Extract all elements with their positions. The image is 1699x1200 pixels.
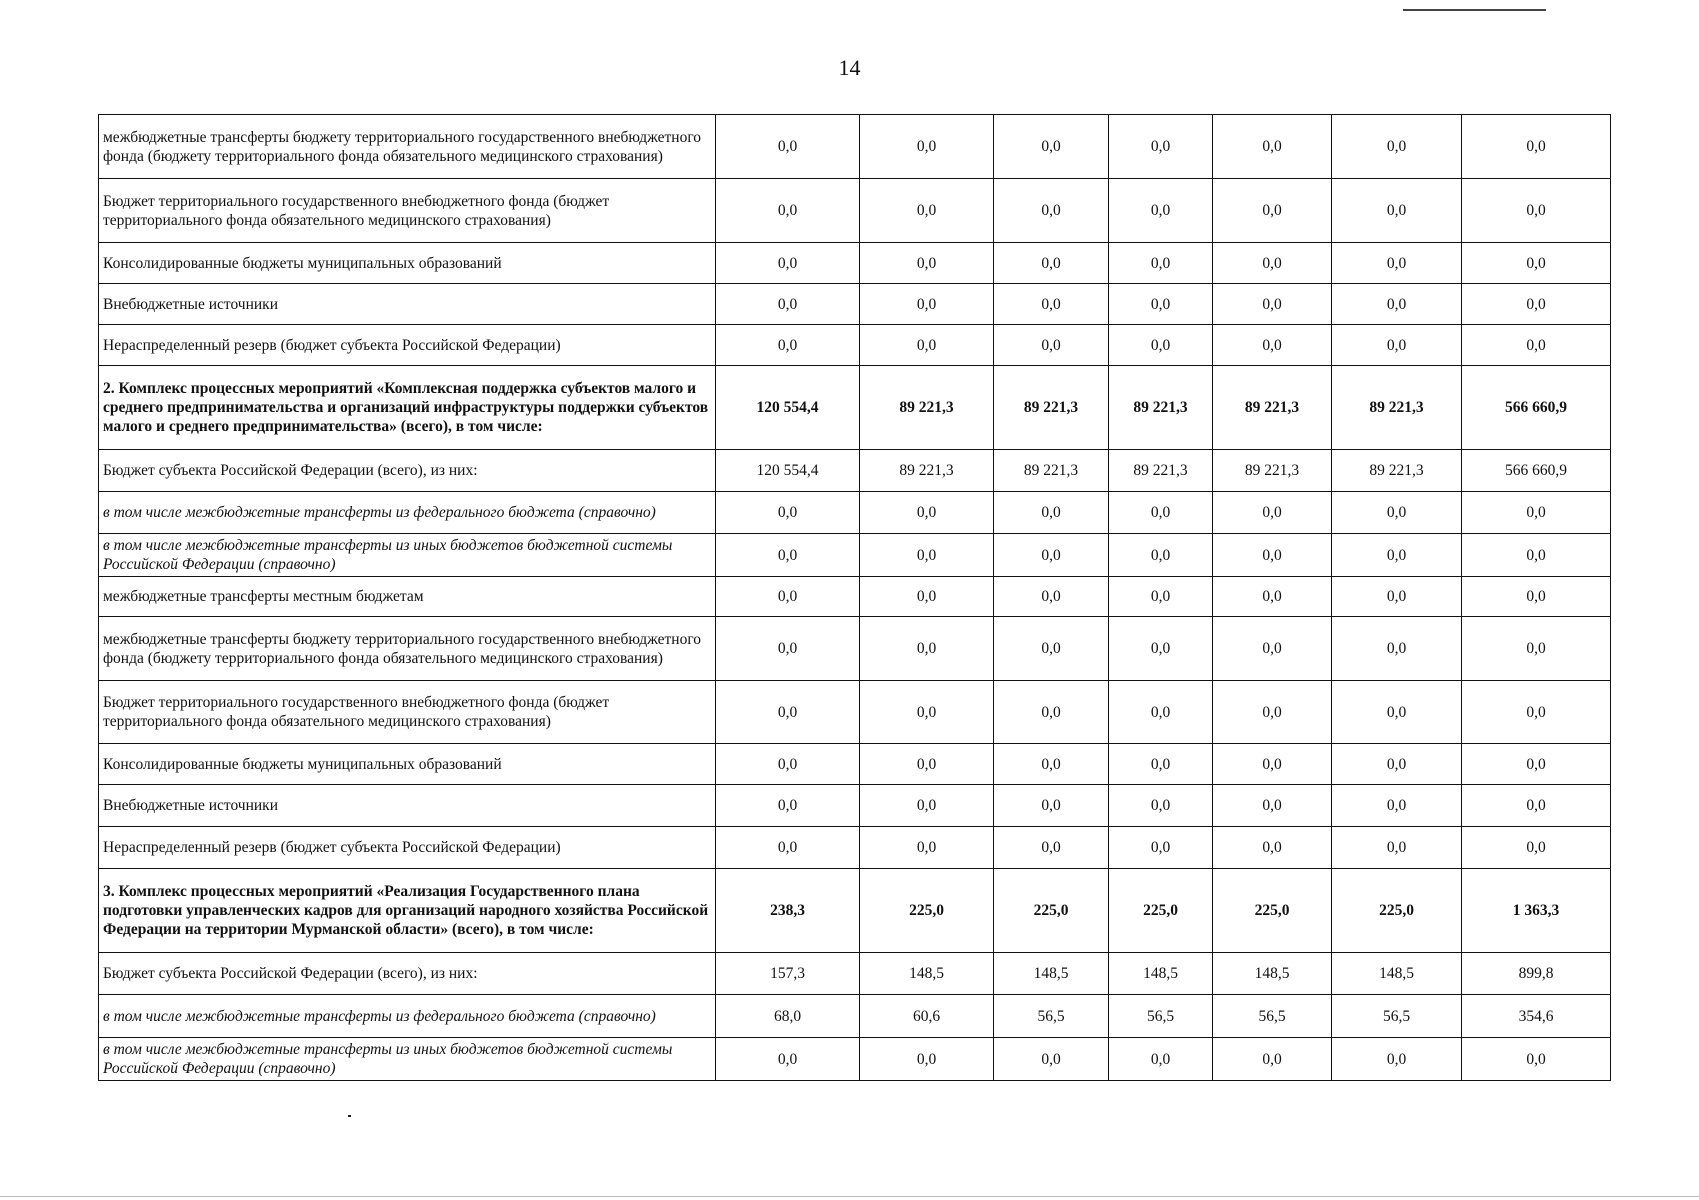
value-cell: 0,0 xyxy=(860,325,994,366)
value-cell: 0,0 xyxy=(1332,681,1462,744)
value-cell: 0,0 xyxy=(994,785,1109,827)
value-cell: 0,0 xyxy=(1109,785,1213,827)
value-cell: 0,0 xyxy=(1109,534,1213,577)
value-cell: 0,0 xyxy=(994,577,1109,617)
value-cell: 89 221,3 xyxy=(1332,366,1462,450)
value-cell: 0,0 xyxy=(1109,492,1213,534)
row-label: в том числе межбюджетные трансферты из иных бюджетов бюджетной системы Российской Федерации (справочно) xyxy=(99,1038,716,1081)
table-row xyxy=(99,534,1611,577)
value-cell: 0,0 xyxy=(994,492,1109,534)
row-label: Консолидированные бюджеты муниципальных образований xyxy=(99,243,716,284)
value-cell: 0,0 xyxy=(994,617,1109,681)
value-cell: 89 221,3 xyxy=(994,450,1109,492)
value-cell: 0,0 xyxy=(1462,325,1611,366)
value-cell: 0,0 xyxy=(1332,744,1462,785)
value-cell: 225,0 xyxy=(860,869,994,953)
value-cell: 0,0 xyxy=(1462,179,1611,243)
value-cell: 0,0 xyxy=(860,284,994,325)
value-cell: 0,0 xyxy=(1462,577,1611,617)
value-cell: 0,0 xyxy=(994,534,1109,577)
value-cell: 566 660,9 xyxy=(1462,366,1611,450)
row-label: межбюджетные трансферты бюджету территориального государственного внебюджетного фонда (бюджету территориального фонда обязательного медицинского страхования) xyxy=(99,115,716,179)
value-cell: 0,0 xyxy=(1462,617,1611,681)
row-label: Бюджет субъекта Российской Федерации (всего), из них: xyxy=(99,953,716,995)
value-cell: 0,0 xyxy=(1332,179,1462,243)
value-cell: 0,0 xyxy=(1462,1038,1611,1081)
value-cell: 0,0 xyxy=(716,284,860,325)
value-cell: 0,0 xyxy=(1332,617,1462,681)
value-cell: 148,5 xyxy=(860,953,994,995)
value-cell: 0,0 xyxy=(716,681,860,744)
value-cell: 0,0 xyxy=(1462,827,1611,869)
value-cell: 238,3 xyxy=(716,869,860,953)
value-cell: 0,0 xyxy=(860,785,994,827)
stray-mark xyxy=(348,1115,351,1117)
table-row xyxy=(99,617,1611,681)
value-cell: 0,0 xyxy=(1213,681,1332,744)
value-cell: 0,0 xyxy=(994,681,1109,744)
value-cell: 0,0 xyxy=(994,325,1109,366)
row-label: межбюджетные трансферты местным бюджетам xyxy=(99,577,716,617)
value-cell: 0,0 xyxy=(860,681,994,744)
table-row xyxy=(99,1038,1611,1081)
value-cell: 120 554,4 xyxy=(716,450,860,492)
value-cell: 0,0 xyxy=(716,577,860,617)
value-cell: 89 221,3 xyxy=(1213,450,1332,492)
value-cell: 0,0 xyxy=(1332,1038,1462,1081)
value-cell: 0,0 xyxy=(1462,115,1611,179)
page-number: 14 xyxy=(838,55,861,80)
value-cell: 0,0 xyxy=(994,1038,1109,1081)
value-cell: 0,0 xyxy=(1213,243,1332,284)
value-cell: 0,0 xyxy=(860,617,994,681)
value-cell: 225,0 xyxy=(1109,869,1213,953)
value-cell: 0,0 xyxy=(994,243,1109,284)
value-cell: 0,0 xyxy=(1213,1038,1332,1081)
value-cell: 56,5 xyxy=(1109,995,1213,1038)
value-cell: 0,0 xyxy=(860,1038,994,1081)
value-cell: 89 221,3 xyxy=(1109,450,1213,492)
row-label: Бюджет территориального государственного внебюджетного фонда (бюджет территориального фонда обязательного медицинского страхования) xyxy=(99,681,716,744)
budget-table xyxy=(98,114,1611,1081)
value-cell: 0,0 xyxy=(1332,243,1462,284)
value-cell: 89 221,3 xyxy=(860,366,994,450)
value-cell: 0,0 xyxy=(860,115,994,179)
value-cell: 0,0 xyxy=(1332,785,1462,827)
row-label: межбюджетные трансферты бюджету территориального государственного внебюджетного фонда (бюджету территориального фонда обязательного медицинского страхования) xyxy=(99,617,716,681)
value-cell: 0,0 xyxy=(1109,744,1213,785)
table-body xyxy=(99,115,1611,1081)
value-cell: 566 660,9 xyxy=(1462,450,1611,492)
value-cell: 0,0 xyxy=(860,492,994,534)
row-label: Нераспределенный резерв (бюджет субъекта Российской Федерации) xyxy=(99,827,716,869)
value-cell: 0,0 xyxy=(716,179,860,243)
value-cell: 0,0 xyxy=(860,827,994,869)
value-cell: 0,0 xyxy=(716,325,860,366)
row-label: 3. Комплекс процессных мероприятий «Реализация Государственного плана подготовки управленческих кадров для организаций народного хозяйства Российской Федерации на территории Мурманской области» (всего), в том числе: xyxy=(99,869,716,953)
value-cell: 0,0 xyxy=(716,785,860,827)
value-cell: 0,0 xyxy=(1462,744,1611,785)
value-cell: 0,0 xyxy=(860,179,994,243)
value-cell: 0,0 xyxy=(860,744,994,785)
row-label: 2. Комплекс процессных мероприятий «Комплексная поддержка субъектов малого и среднего предпринимательства и организаций инфраструктуры поддержки субъектов малого и среднего предпринимательства» (всего), в том числе: xyxy=(99,366,716,450)
value-cell: 0,0 xyxy=(1462,534,1611,577)
row-label: в том числе межбюджетные трансферты из иных бюджетов бюджетной системы Российской Федерации (справочно) xyxy=(99,534,716,577)
value-cell: 0,0 xyxy=(1332,534,1462,577)
value-cell: 0,0 xyxy=(1332,827,1462,869)
table-row xyxy=(99,577,1611,617)
table-row xyxy=(99,744,1611,785)
value-cell: 0,0 xyxy=(716,534,860,577)
value-cell: 0,0 xyxy=(1109,577,1213,617)
table-row xyxy=(99,179,1611,243)
table-row xyxy=(99,284,1611,325)
value-cell: 89 221,3 xyxy=(1332,450,1462,492)
value-cell: 0,0 xyxy=(1332,284,1462,325)
value-cell: 56,5 xyxy=(994,995,1109,1038)
value-cell: 0,0 xyxy=(716,243,860,284)
value-cell: 0,0 xyxy=(1213,827,1332,869)
value-cell: 0,0 xyxy=(1462,284,1611,325)
value-cell: 0,0 xyxy=(1213,785,1332,827)
value-cell: 89 221,3 xyxy=(1213,366,1332,450)
value-cell: 0,0 xyxy=(716,744,860,785)
row-label: Внебюджетные источники xyxy=(99,284,716,325)
value-cell: 0,0 xyxy=(994,284,1109,325)
table-row xyxy=(99,366,1611,450)
value-cell: 0,0 xyxy=(1462,681,1611,744)
value-cell: 354,6 xyxy=(1462,995,1611,1038)
value-cell: 0,0 xyxy=(1213,284,1332,325)
table-row xyxy=(99,869,1611,953)
value-cell: 0,0 xyxy=(1109,179,1213,243)
row-label: в том числе межбюджетные трансферты из федерального бюджета (справочно) xyxy=(99,995,716,1038)
value-cell: 225,0 xyxy=(1213,869,1332,953)
value-cell: 0,0 xyxy=(1109,325,1213,366)
value-cell: 148,5 xyxy=(1213,953,1332,995)
value-cell: 0,0 xyxy=(1109,617,1213,681)
table-row xyxy=(99,450,1611,492)
value-cell: 0,0 xyxy=(1213,179,1332,243)
value-cell: 225,0 xyxy=(994,869,1109,953)
row-label: Нераспределенный резерв (бюджет субъекта Российской Федерации) xyxy=(99,325,716,366)
value-cell: 0,0 xyxy=(1213,534,1332,577)
value-cell: 120 554,4 xyxy=(716,366,860,450)
value-cell: 1 363,3 xyxy=(1462,869,1611,953)
value-cell: 0,0 xyxy=(1332,492,1462,534)
value-cell: 0,0 xyxy=(716,827,860,869)
top-rule xyxy=(1403,9,1546,11)
table-row xyxy=(99,953,1611,995)
value-cell: 0,0 xyxy=(716,492,860,534)
value-cell: 225,0 xyxy=(1332,869,1462,953)
value-cell: 0,0 xyxy=(1213,115,1332,179)
value-cell: 0,0 xyxy=(1332,115,1462,179)
table-row xyxy=(99,492,1611,534)
value-cell: 89 221,3 xyxy=(860,450,994,492)
row-label: Консолидированные бюджеты муниципальных образований xyxy=(99,744,716,785)
value-cell: 0,0 xyxy=(994,827,1109,869)
value-cell: 0,0 xyxy=(1109,827,1213,869)
value-cell: 0,0 xyxy=(860,534,994,577)
row-label: Внебюджетные источники xyxy=(99,785,716,827)
value-cell: 56,5 xyxy=(1332,995,1462,1038)
table-row xyxy=(99,785,1611,827)
value-cell: 0,0 xyxy=(860,243,994,284)
bottom-edge xyxy=(0,1196,1699,1197)
table-row xyxy=(99,827,1611,869)
value-cell: 0,0 xyxy=(1109,115,1213,179)
value-cell: 0,0 xyxy=(994,744,1109,785)
value-cell: 0,0 xyxy=(1213,492,1332,534)
value-cell: 0,0 xyxy=(860,577,994,617)
value-cell: 148,5 xyxy=(1332,953,1462,995)
table-row xyxy=(99,115,1611,179)
value-cell: 0,0 xyxy=(1462,243,1611,284)
value-cell: 0,0 xyxy=(994,179,1109,243)
value-cell: 60,6 xyxy=(860,995,994,1038)
value-cell: 0,0 xyxy=(716,115,860,179)
table-row xyxy=(99,243,1611,284)
value-cell: 89 221,3 xyxy=(994,366,1109,450)
value-cell: 0,0 xyxy=(716,1038,860,1081)
value-cell: 157,3 xyxy=(716,953,860,995)
value-cell: 148,5 xyxy=(994,953,1109,995)
value-cell: 68,0 xyxy=(716,995,860,1038)
value-cell: 0,0 xyxy=(1109,243,1213,284)
table-row xyxy=(99,995,1611,1038)
value-cell: 56,5 xyxy=(1213,995,1332,1038)
value-cell: 0,0 xyxy=(1332,325,1462,366)
value-cell: 0,0 xyxy=(1213,325,1332,366)
value-cell: 0,0 xyxy=(994,115,1109,179)
value-cell: 0,0 xyxy=(1462,785,1611,827)
value-cell: 0,0 xyxy=(1213,617,1332,681)
value-cell: 0,0 xyxy=(1109,681,1213,744)
table-row xyxy=(99,681,1611,744)
row-label: Бюджет субъекта Российской Федерации (всего), из них: xyxy=(99,450,716,492)
value-cell: 148,5 xyxy=(1109,953,1213,995)
value-cell: 0,0 xyxy=(1109,1038,1213,1081)
row-label: Бюджет территориального государственного внебюджетного фонда (бюджет территориального фонда обязательного медицинского страхования) xyxy=(99,179,716,243)
value-cell: 0,0 xyxy=(716,617,860,681)
value-cell: 0,0 xyxy=(1213,744,1332,785)
value-cell: 899,8 xyxy=(1462,953,1611,995)
table-row xyxy=(99,325,1611,366)
value-cell: 0,0 xyxy=(1109,284,1213,325)
value-cell: 0,0 xyxy=(1462,492,1611,534)
value-cell: 0,0 xyxy=(1332,577,1462,617)
value-cell: 89 221,3 xyxy=(1109,366,1213,450)
row-label: в том числе межбюджетные трансферты из федерального бюджета (справочно) xyxy=(99,492,716,534)
value-cell: 0,0 xyxy=(1213,577,1332,617)
